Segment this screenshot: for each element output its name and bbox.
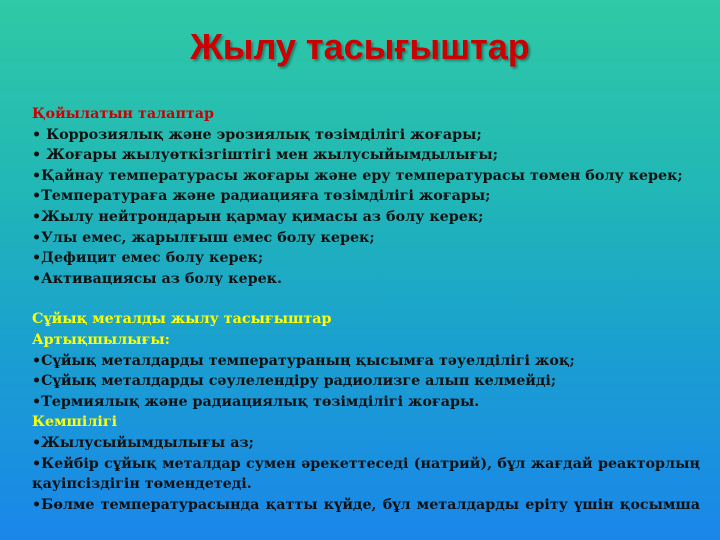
list-item: •Бөлме температурасында қатты күйде, бұл металдарды еріту үшін қосымша (32, 496, 700, 513)
list-item: •Дефицит емес болу керек; (32, 250, 264, 267)
disadvantages-heading: Кемшілігі (32, 414, 118, 431)
list-item: қауіпсіздігін төмендетеді. (32, 476, 252, 493)
list-item: •Улы емес, жарылғыш емес болу керек; (32, 229, 375, 246)
slide-body (32, 104, 700, 515)
list-item: •Термиялық және радиациялық төзімділігі жоғары. (32, 393, 480, 410)
list-item: •Жылу нейтрондарын қармау қимасы аз болу керек; (32, 208, 484, 225)
list-item: •Температураға және радиацияға төзімділігі жоғары; (32, 188, 491, 205)
list-item: • Коррозиялық және эрозиялық төзімділігі жоғары; (32, 126, 482, 143)
list-item: •Активациясы аз болу керек. (32, 270, 282, 287)
requirements-heading: Қойылатын талаптар (32, 106, 215, 122)
list-item: •Қайнау температурасы жоғары және еру температурасы төмен болу керек; (32, 167, 683, 184)
list-item: • Жоғары жылуөткізгіштігі мен жылусыйымдылығы; (32, 147, 499, 164)
spacer (32, 289, 700, 309)
list-item: •Кейбір сұйық металдар сумен әрекеттеседі (натрий), бұл жағдай реакторлың (32, 455, 700, 472)
slide-title: Жылу тасығыштар (190, 26, 530, 67)
list-item: •Сұйық металдарды температураның қысымға тәуелділігі жоқ; (32, 352, 575, 369)
list-item: •Жылусыйымдылығы аз; (32, 434, 254, 451)
list-item: •Сұйық металдарды сәулелендіру радиолизге алып келмейді; (32, 373, 557, 390)
liquid-metal-heading: Сұйық металды жылу тасығыштар (32, 311, 332, 328)
advantages-heading: Артықшылығы: (32, 331, 170, 348)
